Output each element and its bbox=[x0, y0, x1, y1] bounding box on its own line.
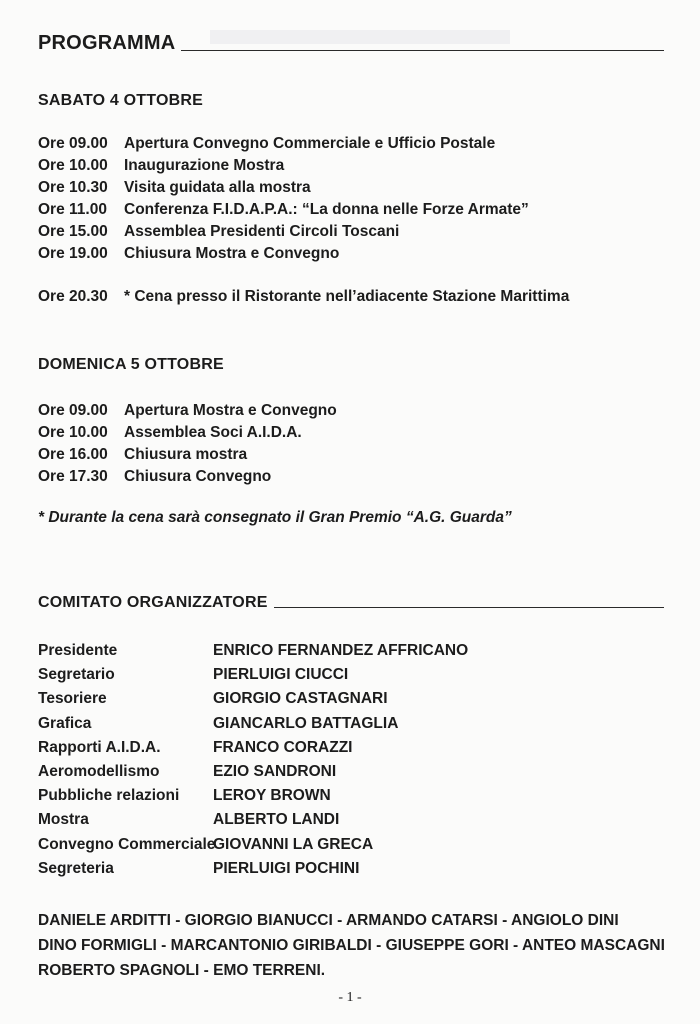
committee-member: GIANCARLO BATTAGLIA bbox=[213, 714, 399, 732]
committee-member: LEROY BROWN bbox=[213, 787, 331, 805]
schedule-row bbox=[38, 422, 337, 444]
committee-member: PIERLUIGI POCHINI bbox=[213, 859, 360, 877]
committee-member: EZIO SANDRONI bbox=[213, 762, 337, 780]
page-title: PROGRAMMA bbox=[38, 32, 176, 54]
committee-members bbox=[38, 908, 665, 983]
saturday-heading: SABATO 4 OTTOBRE bbox=[38, 92, 203, 109]
committee-role: Pubbliche relazioni bbox=[38, 787, 180, 805]
schedule-text: Apertura Convegno Commerciale e Ufficio Postale bbox=[124, 135, 496, 152]
title-rule bbox=[181, 50, 664, 51]
committee-row bbox=[38, 736, 468, 760]
committee-member: ALBERTO LANDI bbox=[213, 811, 340, 829]
schedule-time: Ore 10.00 bbox=[38, 424, 108, 441]
committee-member: GIOVANNI LA GRECA bbox=[213, 835, 374, 853]
schedule-text: Assemblea Presidenti Circoli Toscani bbox=[124, 223, 400, 240]
schedule-text: Chiusura Mostra e Convegno bbox=[124, 245, 340, 262]
schedule-row bbox=[38, 400, 337, 422]
schedule-row bbox=[38, 133, 569, 155]
sunday-heading-row bbox=[38, 356, 224, 374]
schedule-text: Chiusura mostra bbox=[124, 446, 248, 463]
schedule-text: Inaugurazione Mostra bbox=[124, 157, 285, 174]
committee-heading-row bbox=[38, 594, 664, 612]
schedule-time: Ore 09.00 bbox=[38, 135, 108, 152]
committee-heading: COMITATO ORGANIZZATORE bbox=[38, 594, 268, 611]
committee-row bbox=[38, 663, 468, 687]
schedule-row bbox=[38, 466, 337, 488]
committee-role: Rapporti A.I.D.A. bbox=[38, 738, 161, 756]
schedule-text: Apertura Mostra e Convegno bbox=[124, 402, 337, 419]
schedule-text: Visita guidata alla mostra bbox=[124, 179, 311, 196]
schedule-time: Ore 11.00 bbox=[38, 201, 107, 218]
committee-role: Mostra bbox=[38, 811, 89, 829]
members-line: DANIELE ARDITTI - GIORGIO BIANUCCI - ARMANDO CATARSI - ANGIOLO DINI bbox=[38, 912, 619, 929]
committee-row bbox=[38, 687, 468, 711]
committee-role: Convegno Commerciale bbox=[38, 835, 216, 853]
committee-role: Segreteria bbox=[38, 859, 114, 877]
committee-row bbox=[38, 784, 468, 808]
schedule-time: Ore 17.30 bbox=[38, 468, 108, 485]
schedule-text: * Cena presso il Ristorante nell’adiacente Stazione Marittima bbox=[124, 288, 570, 305]
committee-member: FRANCO CORAZZI bbox=[213, 738, 353, 756]
committee-member: PIERLUIGI CIUCCI bbox=[213, 666, 349, 684]
schedule-time: Ore 10.00 bbox=[38, 157, 108, 174]
schedule-time: Ore 19.00 bbox=[38, 245, 108, 262]
schedule-text: Conferenza F.I.D.A.P.A.: “La donna nelle Forze Armate” bbox=[124, 201, 529, 218]
sunday-heading: DOMENICA 5 OTTOBRE bbox=[38, 356, 224, 373]
committee-member: GIORGIO CASTAGNARI bbox=[213, 690, 388, 708]
committee-member: ENRICO FERNANDEZ AFFRICANO bbox=[213, 642, 469, 659]
schedule-row bbox=[38, 199, 569, 221]
committee-table bbox=[38, 639, 468, 881]
schedule-row bbox=[38, 155, 569, 177]
title-row bbox=[38, 32, 664, 55]
sunday-schedule bbox=[38, 400, 337, 488]
committee-rule bbox=[274, 607, 664, 608]
committee-row bbox=[38, 639, 468, 663]
page-number: - 1 - bbox=[338, 990, 362, 1005]
committee-role: Grafica bbox=[38, 714, 92, 732]
members-line: ROBERTO SPAGNOLI - EMO TERRENI. bbox=[38, 962, 326, 979]
schedule-time: Ore 10.30 bbox=[38, 179, 108, 196]
committee-role: Aeromodellismo bbox=[38, 762, 160, 780]
committee-row bbox=[38, 760, 468, 784]
schedule-time: Ore 16.00 bbox=[38, 446, 108, 463]
schedule-time: Ore 20.30 bbox=[38, 288, 108, 305]
committee-row bbox=[38, 712, 468, 736]
committee-row bbox=[38, 857, 468, 881]
saturday-schedule bbox=[38, 133, 569, 308]
members-line: DINO FORMIGLI - MARCANTONIO GIRIBALDI - GIUSEPPE GORI - ANTEO MASCAGNI bbox=[38, 937, 665, 954]
dinner-note: * Durante la cena sarà consegnato il Gran Premio “A.G. Guarda” bbox=[38, 509, 512, 526]
dinner-row bbox=[38, 286, 569, 308]
schedule-time: Ore 15.00 bbox=[38, 223, 108, 240]
committee-role: Tesoriere bbox=[38, 690, 107, 708]
committee-role: Segretario bbox=[38, 666, 115, 684]
schedule-time: Ore 09.00 bbox=[38, 402, 108, 419]
committee-role: Presidente bbox=[38, 642, 118, 659]
committee-row bbox=[38, 833, 468, 857]
schedule-text: Chiusura Convegno bbox=[124, 468, 272, 485]
schedule-row bbox=[38, 243, 569, 265]
schedule-row bbox=[38, 444, 337, 466]
schedule-row bbox=[38, 221, 569, 243]
saturday-heading-row bbox=[38, 92, 203, 110]
schedule-text: Assemblea Soci A.I.D.A. bbox=[124, 424, 302, 441]
schedule-row bbox=[38, 177, 569, 199]
committee-row bbox=[38, 808, 468, 832]
